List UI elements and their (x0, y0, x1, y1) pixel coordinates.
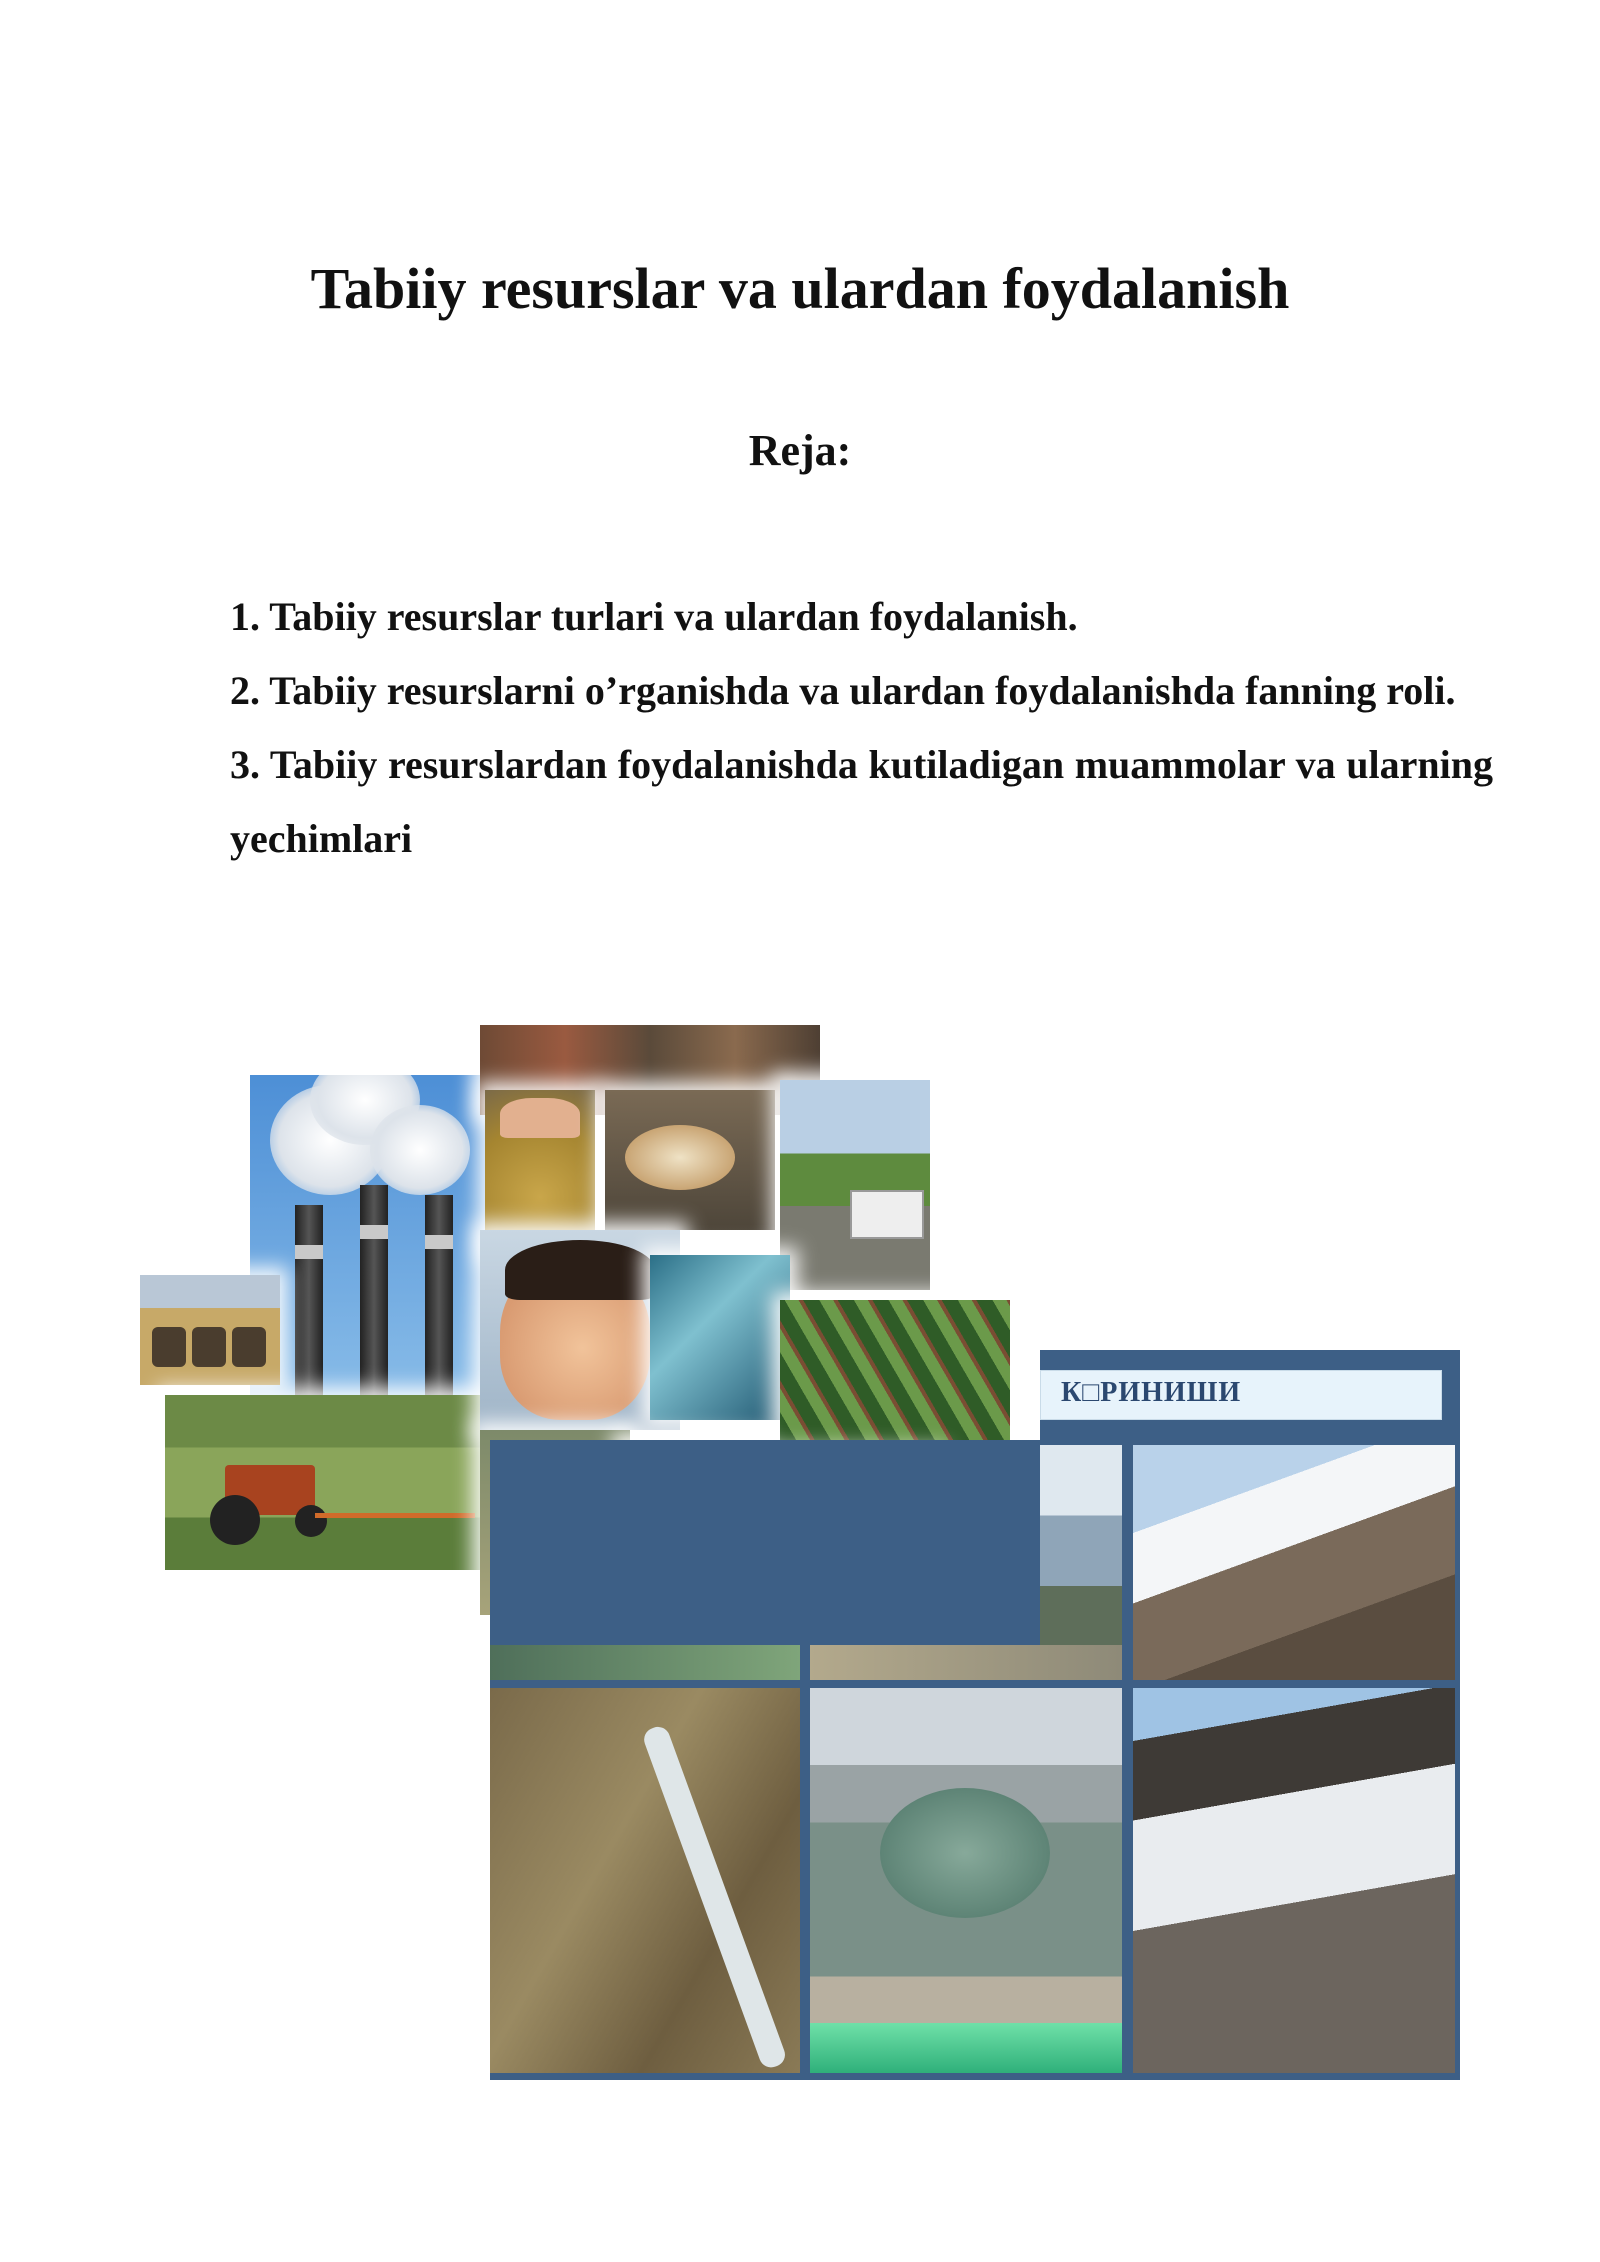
rusty-machinery-photo (480, 1025, 820, 1115)
glacier-photo (1133, 1688, 1455, 2073)
river-valley-photo (490, 1688, 800, 2073)
plan-heading: Reja: (748, 426, 852, 475)
tractor-spraying-photo (165, 1395, 485, 1570)
aerial-strip-photo-1 (490, 1645, 800, 1680)
glacier-panel-header (1040, 1370, 1442, 1420)
plan-item-3: 3. Tabiiy resurslardan foydalanishda kutiladigan muammolar va ularning yechimlari (230, 742, 1493, 861)
glacier-panel-title: К□РИНИШИ (1061, 1377, 1242, 1408)
document-title: Tabiiy resurslar va ulardan foydalanish (310, 256, 1290, 321)
child-drinking-photo (480, 1230, 680, 1430)
factory-chimneys-photo (250, 1075, 490, 1435)
cattle-photo (140, 1275, 280, 1385)
plan-item-1: 1. Tabiiy resurslar turlari va ulardan foydalanish. (230, 594, 1078, 639)
glacial-lake-photo (810, 1688, 1122, 2073)
water-splash-photo (650, 1255, 790, 1420)
grain-in-hands-photo (485, 1090, 595, 1255)
plan-item-2: 2. Tabiiy resurslarni o’rganishda va ulardan foydalanishda fanning roli. (230, 668, 1456, 713)
plan-list (230, 580, 1493, 876)
snowy-peaks-photo (1133, 1445, 1455, 1680)
aerial-strip-photo-2 (810, 1645, 1122, 1680)
roadside-worker-photo (780, 1080, 930, 1290)
bread-photo (605, 1090, 775, 1230)
